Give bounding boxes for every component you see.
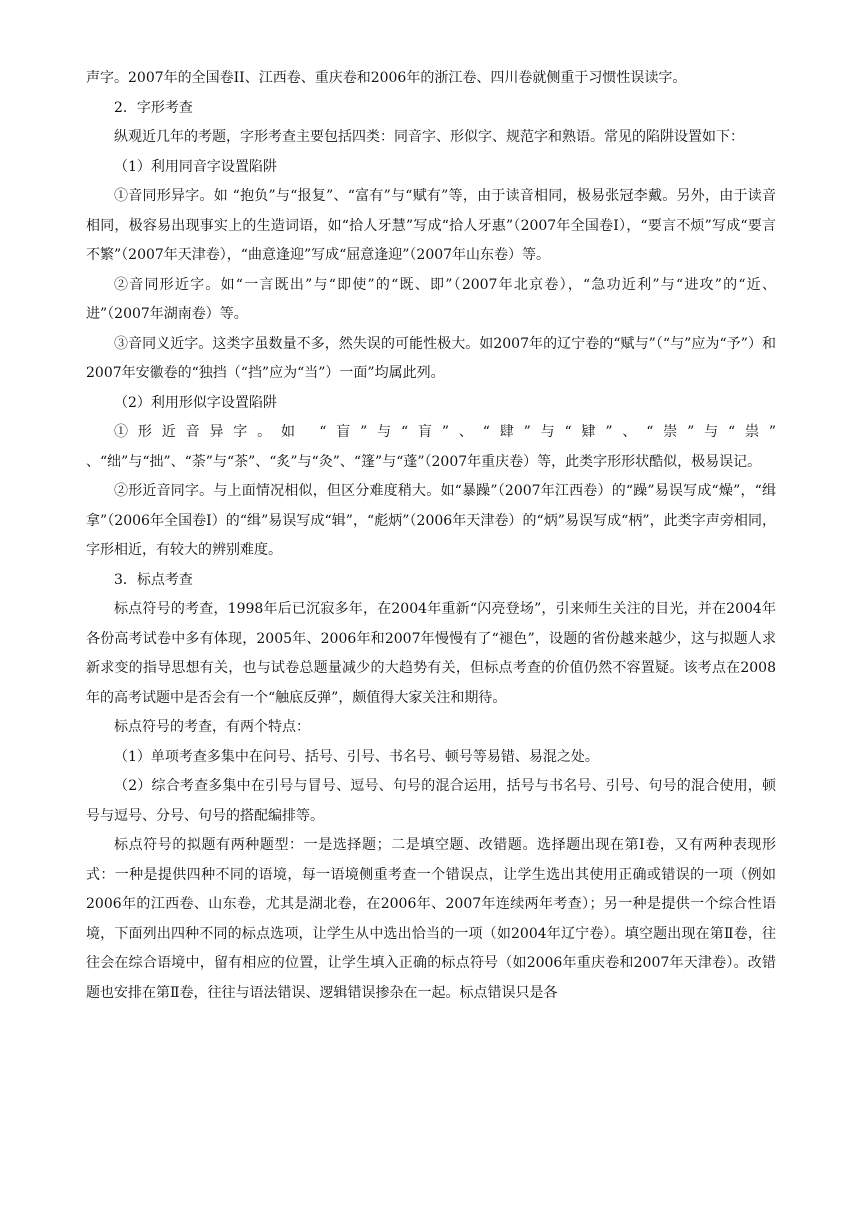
section-heading-glyph-form: 2．字形考查 [114,99,193,116]
paragraph-reading-intro: 声字。2007年的全国卷II、江西卷、重庆卷和2006年的浙江卷、四川卷就侧重于习惯性误读字。 [86,70,687,86]
document-body [86,64,776,1008]
paragraph-punctuation-history: 标点符号的考查，1998年后已沉寂多年，在2004年重新“闪亮登场”，引来师生关注的目光，并在2004年各份高考试卷中多有体现，2005年、2006年和2007年慢慢有了“褪色”，设题的省份越来越少，这与拟题人求新求变的指导思想有关，也与试卷总题量减少的大趋势有关，但标点考查的价值仍然不容置疑。该考点在2008年的高考试题中是否会有一个“触底反弹”，颇值得大家关注和期待。 [86,601,776,706]
paragraph-punctuation-features: 标点符号的考查，有两个特点： [114,719,310,735]
paragraph-single-item-test: （1）单项考查多集中在问号、括号、引号、书名号、顿号等易错、易混之处。 [114,748,599,765]
paragraph-similar-form-diff-sound: ①形近音异字。如 “盲”与“肓”、“肆”与“肄”、“崇”与“祟” 、“绌”与“拙”、“荼”与“茶”、“炙”与“灸”、“篷”与“蓬”（2007年重庆卷）等，此类字形形状酷似，极易误记。 [86,424,776,470]
paragraph-glyph-overview: 纵观近几年的考题，字形考查主要包括四类：同音字、形似字、规范字和熟语。常见的陷阱设置如下： [114,129,744,145]
section-heading-punctuation: 3．标点考查 [114,571,193,588]
paragraph-same-sound-diff-form: ①音同形异字。如 “抱负”与“报复”、“富有”与“赋有”等，由于读音相同，极易张冠李戴。另外，由于读音相同，极容易出现事实上的生造词语，如“拾人牙慧”写成“拾人牙惠”（2007年全国卷I），“要言不烦”写成“要言不繁”（2007年天津卷），“曲意逢迎”写成“屈意逢迎”（2007年山东卷）等。 [86,188,776,263]
paragraph-same-sound-similar-meaning: ③音同义近字。这类字虽数量不多，然失误的可能性极大。如2007年的辽宁卷的“赋与”（“与”应为“予”）和2007年安徽卷的“独挡（“挡”应为“当”）一面”均属此列。 [86,335,776,381]
paragraph-comprehensive-test: （2）综合考查多集中在引号与冒号、逗号、句号的混合运用，括号与书名号、引号、句号的混合使用，顿号与逗号、分号、句号的搭配编排等。 [86,778,776,824]
paragraph-question-types: 标点符号的拟题有两种题型：一是选择题；二是填空题、改错题。选择题出现在第Ⅰ卷，又有两种表现形式：一种是提供四种不同的语境，每一语境侧重考查一个错误点，让学生选出其使用正确或错误的一项（例如2006年的江西卷、山东卷，尤其是湖北卷，在2006年、2007年连续两年考查）；另一种是提供一个综合性语境，下面列出四种不同的标点选项，让学生从中选出恰当的一项（如2004年辽宁卷）。填空题出现在第Ⅱ卷，往往会在综合语境中，留有相应的位置，让学生填入正确的标点符号（如2006年重庆卷和2007年天津卷）。改错题也安排在第Ⅱ卷，往往与语法错误、逻辑错误掺杂在一起。标点错误只是各 [86,837,776,1001]
paragraph-similar-form-same-sound: ②形近音同字。与上面情况相似，但区分难度稍大。如“暴躁”（2007年江西卷）的“躁”易误写成“燥”，“缉拿”（2006年全国卷Ⅰ）的“缉”易误写成“辑”，“彪炳”（2006年天津卷）的“炳”易误写成“柄”，此类字声旁相同，字形相近，有较大的辨别难度。 [86,483,776,558]
paragraph-same-sound-similar-form: ②音同形近字。如“一言既出”与“即使”的“既、即”（2007年北京卷），“急功近利”与“进攻”的“近、进”（2007年湖南卷）等。 [86,276,776,322]
subheading-lookalike-traps: （2）利用形似字设置陷阱 [114,394,277,411]
subheading-homophone-traps: （1）利用同音字设置陷阱 [114,158,277,175]
